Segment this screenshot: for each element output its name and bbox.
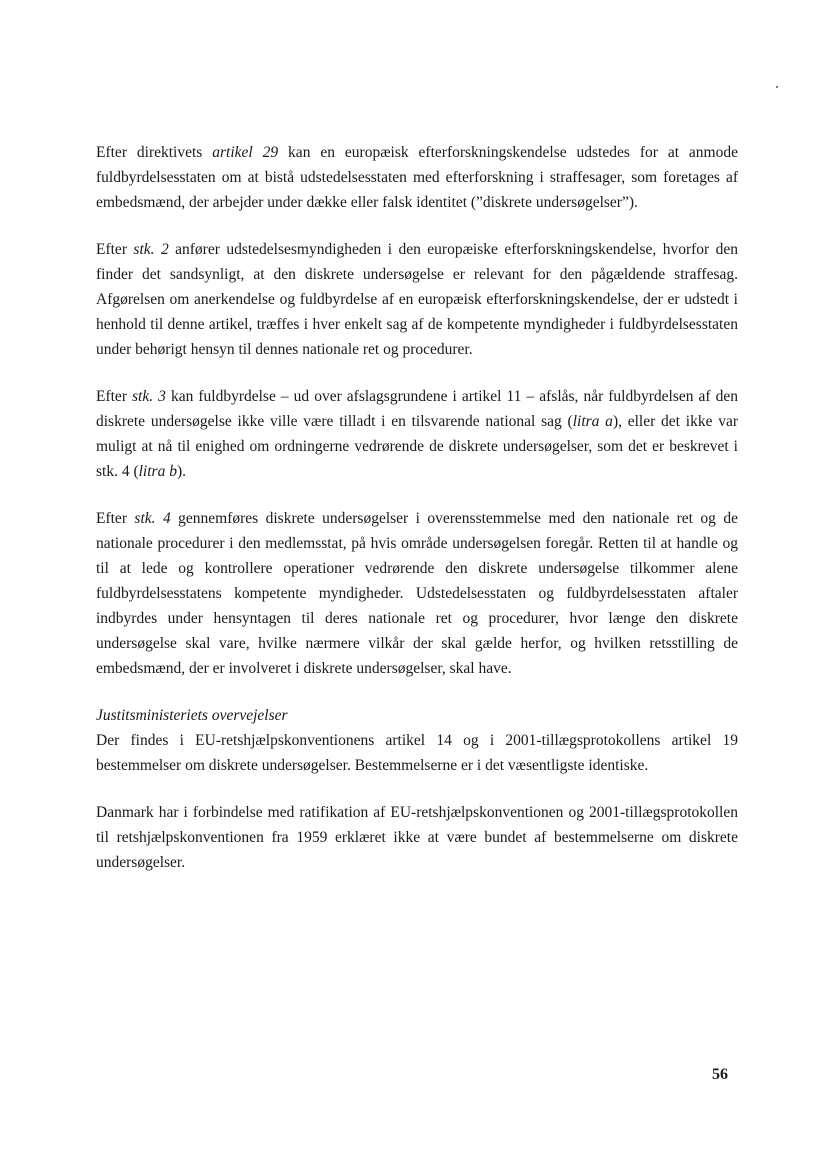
page-body — [96, 140, 738, 897]
page-number: 56 — [712, 1066, 728, 1083]
paragraph-stk-2 — [96, 237, 738, 362]
paragraph-text: gennemføres diskrete undersøgelser i overensstemmelse med den nationale ret og de nationale procedurer i den medlemsstat, på hvis område undersøgelsen foregår. Retten til at handle og til at lede og kontrollere operationer vedrørende den diskrete undersøgelse tilkommer alene fuldbyrdelsesstatens kompetente myndigheder. Udstedelsesstaten og fuldbyrdelsesstaten aftaler indbyrdes under hensyntagen til deres nationale ret og procedurer, hvor længe den diskrete undersøgelse skal vare, hvilke nærmere vilkår der skal gælde herfor, og hvilken retsstilling de embedsmænd, der er involveret i diskrete undersøgelser, skal have. — [96, 510, 738, 677]
scan-speck — [776, 86, 778, 88]
paragraph-conventions: Der findes i EU-retshjælpskonventionens artikel 14 og i 2001-tillægsprotokollens artikel 19 bestemmelser om diskrete undersøgelser. Bestemmelserne er i det væsentligste identiske. — [96, 732, 738, 774]
litra-reference: litra b — [138, 463, 177, 480]
litra-reference: litra a — [572, 413, 613, 430]
paragraph-denmark: Danmark har i forbindelse med ratifikation af EU-retshjælpskonventionen og 2001-tillægsprotokollen til retshjælpskonventionen fra 1959 erklæret ikke at være bundet af bestemmelserne om diskrete undersøgelser. — [96, 804, 738, 871]
paragraph-text: ), eller det ikke var muligt at nå til enighed om ordningerne vedrørende de diskrete undersøgelser, som det er beskrevet i stk. 4 ( — [96, 413, 739, 480]
paragraph-text: kan en europæisk efterforskningskendelse udstedes for at anmode fuldbyrdelsesstaten om at bistå udstedelsesstaten med efterforskning i straffesager, som foretages af embedsmænd, der arbejder under dække eller falsk identitet (”diskrete undersøgelser”). — [96, 144, 738, 211]
paragraph-text: anfører udstedelsesmyndigheden i den europæiske efterforskningskendelse, hvorfor den finder det sandsynligt, at den diskrete undersøgelse er relevant for den pågældende straffesag. Afgørelsen om anerkendelse og fuldbyrdelse af en europæisk efterforskningskendelse, der er udstedt i henhold til denne artikel, træffes i hver enkelt sag af de kompetente myndigheder i fuldbyrdelsesstaten under behørigt hensyn til dennes nationale ret og procedurer. — [96, 241, 738, 358]
paragraph-text: Efter direktivets — [96, 144, 213, 161]
subsection-reference: stk. 2 — [133, 241, 169, 258]
paragraph-stk-4 — [96, 506, 738, 681]
paragraph-text: kan fuldbyrdelse – ud over afslagsgrundene i artikel 11 – afslås, når fuldbyrdelsen af den diskrete undersøgelse ikke ville være tilladt i en tilsvarende national sag ( — [96, 388, 738, 430]
subsection-reference: stk. 3 — [132, 388, 166, 405]
paragraph-article-29 — [96, 140, 738, 215]
section-heading: Justitsministeriets overvejelser — [96, 707, 288, 724]
paragraph-stk-3 — [96, 384, 738, 484]
paragraph-text: Efter — [96, 388, 133, 405]
subsection-reference: stk. 4 — [134, 510, 171, 527]
paragraph-text: ). — [176, 463, 186, 480]
article-reference: artikel 29 — [212, 144, 279, 161]
paragraph-text: Efter — [96, 241, 134, 258]
paragraph-text: Efter — [96, 510, 135, 527]
